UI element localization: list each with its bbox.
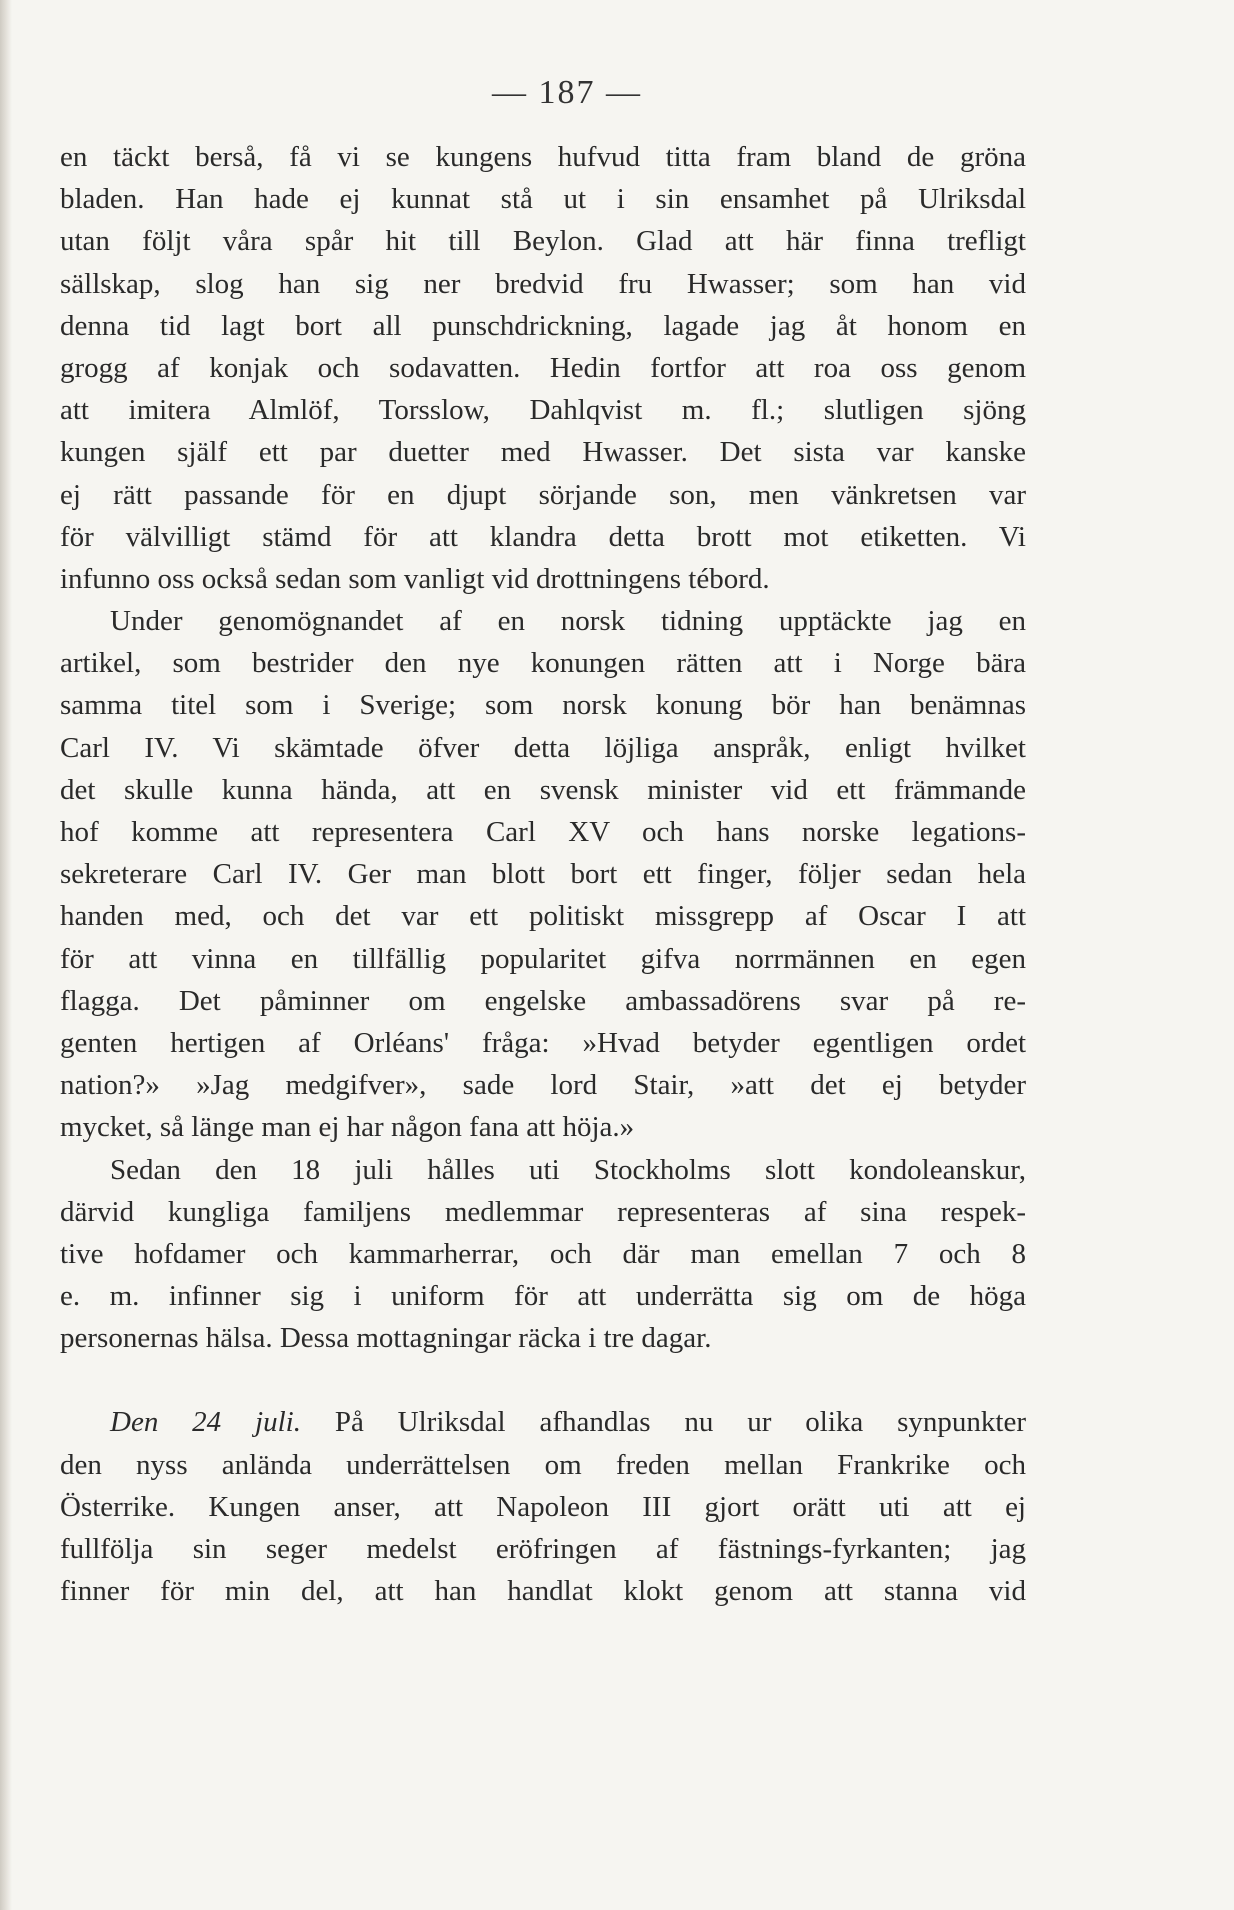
text-line: mycket, så länge man ej har någon fana att höja.» — [60, 1111, 635, 1144]
text-line: för att vinna en tillfällig popularitet gifva norrmännen en egen — [60, 942, 1026, 975]
text-line: personernas hälsa. Dessa mottagningar räcka i tre dagar. — [60, 1322, 712, 1355]
text-line: därvid kungliga familjens medlemmar representeras af sina respek- — [60, 1195, 1026, 1228]
text-line: genten hertigen af Orléans' fråga: »Hvad betyder egentligen ordet — [60, 1026, 1026, 1059]
text-line: tive hofdamer och kammarherrar, och där man emellan 7 och 8 — [60, 1237, 1026, 1270]
text-line: grogg af konjak och sodavatten. Hedin fortfor att roa oss genom — [60, 351, 1026, 384]
section-gap — [60, 1359, 1026, 1401]
text-line: hof komme att representera Carl XV och hans norske legations- — [60, 816, 1026, 848]
text-line: handen med, och det var ett politiskt missgrepp af Oscar I att — [60, 900, 1026, 933]
text-line: infunno oss också sedan som vanligt vid drottningens tébord. — [60, 562, 770, 595]
paragraph — [60, 136, 1026, 600]
text-line: flagga. Det påminner om engelske ambassadörens svar på re- — [60, 984, 1026, 1017]
text-line: finner för min del, att han handlat klokt genom att stanna vid — [60, 1575, 1026, 1608]
text-line: Österrike. Kungen anser, att Napoleon III gjort orätt uti att ej — [60, 1490, 1026, 1523]
text-line: Sedan den 18 juli hålles uti Stockholms slott kondoleanskur, — [110, 1153, 1026, 1186]
text-line: kungen själf ett par duetter med Hwasser. Det sista var kanske — [60, 436, 1026, 469]
text-line: sekreterare Carl IV. Ger man blott bort ett finger, följer sedan hela — [60, 858, 1026, 891]
text-line: denna tid lagt bort all punschdrickning, lagade jag åt honom en — [60, 309, 1026, 342]
text-line: samma titel som i Sverige; som norsk konung bör han benämnas — [60, 689, 1026, 722]
text-line: utan följt våra spår hit till Beylon. Glad att här finna trefligt — [60, 225, 1026, 258]
paragraph — [60, 1149, 1026, 1360]
text-line: Carl IV. Vi skämtade öfver detta löjliga anspråk, enligt hvilket — [60, 731, 1026, 764]
page-number: — 187 — — [492, 74, 642, 111]
text-line: Under genomögnandet af en norsk tidning upptäckte jag en — [110, 605, 1026, 638]
text-line: för välvilligt stämd för att klandra detta brott mot etiketten. Vi — [60, 520, 1026, 553]
text-line: den nyss anlända underrättelsen om freden mellan Frankrike och — [60, 1448, 1026, 1481]
paragraph — [60, 600, 1026, 1148]
entry-first-line: På Ulriksdal afhandlas nu ur olika synpunkter — [334, 1406, 1026, 1439]
text-line: sällskap, slog han sig ner bredvid fru Hwasser; som han vid — [60, 267, 1026, 300]
text-line: fullfölja sin seger medelst eröfringen af fästnings-fyrkanten; jag — [60, 1533, 1026, 1565]
text-line: att imitera Almlöf, Torsslow, Dahlqvist m. fl.; slutligen sjöng — [60, 394, 1026, 427]
diary-entry — [60, 1401, 1026, 1612]
text-line: nation?» »Jag medgifver», sade lord Stair, »att det ej betyder — [60, 1069, 1026, 1102]
text-line: bladen. Han hade ej kunnat stå ut i sin ensamhet på Ulriksdal — [60, 183, 1026, 216]
body-text — [60, 136, 1026, 1612]
text-line: ej rätt passande för en djupt sörjande son, men vänkretsen var — [60, 478, 1026, 511]
text-line: en täckt berså, få vi se kungens hufvud titta fram bland de gröna — [60, 141, 1026, 173]
text-line: det skulle kunna hända, att en svensk minister vid ett främmande — [60, 773, 1026, 806]
text-line: artikel, som bestrider den nye konungen rätten att i Norge bära — [60, 647, 1026, 680]
entry-date: Den 24 juli. — [110, 1406, 301, 1439]
text-line — [60, 1401, 1026, 1443]
text-line: e. m. infinner sig i uniform för att underrätta sig om de höga — [60, 1280, 1026, 1313]
book-spine-edge — [0, 0, 12, 1910]
